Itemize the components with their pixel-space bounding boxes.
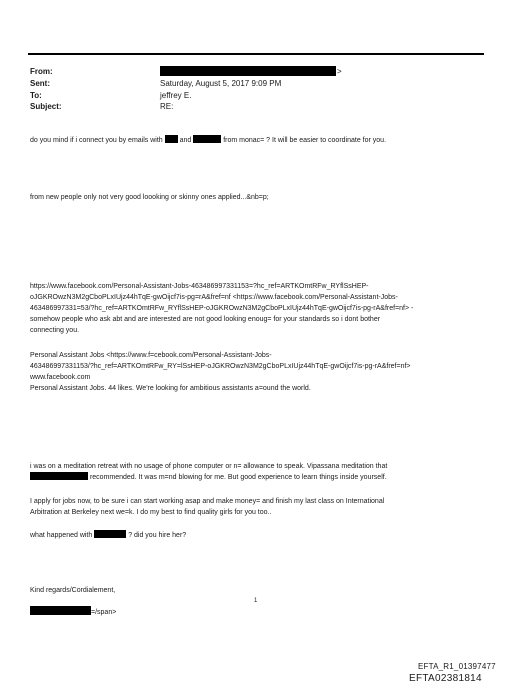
redacted-name [193,135,221,143]
to-label: To: [30,91,42,100]
subject-label: Subject: [30,102,62,111]
paragraph-1 [30,135,386,146]
span-tag-text: =/span> [91,609,117,616]
paragraph-5-line-1: i was on a meditation retreat with no usage of phone computer or n= allowance to speak. Vipassana meditation that [30,463,388,470]
redacted-name [30,472,88,480]
closing-text: Kind regards/Cordialement, [30,587,116,594]
url-line-1: https://www.facebook.com/Personal-Assistant-Jobs-463486997331153=?hc_ref=ARTKOmtRFw_RYflSsHEP- [30,283,369,290]
from-suffix: > [337,67,342,76]
link-preview-line-1: Personal Assistant Jobs <https://www.f=cebook.com/Personal-Assistant-Jobs- [30,352,272,359]
link-preview-domain: www.facebook.com [30,374,91,381]
paragraph-6-line-2: Arbitration at Berkeley next we=k. I do my best to find quality girls for you too.. [30,509,272,516]
page-number: 1 [254,598,258,604]
paragraph-6-line-1: I apply for jobs now, to be sure i can start working asap and make money= and finish my last class on International [30,498,385,505]
p1-text-c: from monac= ? It will be easier to coordinate for you. [223,137,387,144]
p1-text-a: do you mind if i connect you by emails with [30,137,163,144]
paragraph-3-line-4: somehow people who ask abt and are interested are not good looking enoug= for your standards so i dont bother [30,316,381,323]
subject-value: RE: [160,102,174,111]
sent-label: Sent: [30,79,50,88]
redacted-signature [30,606,91,615]
p1-text-b: and [179,137,192,144]
to-value: jeffrey E. [160,91,192,100]
paragraph-3-line-5: connecting you. [30,327,80,334]
p7-text-a: what happened with [30,532,93,539]
p7-text-b: ? did you hire her? [128,532,187,539]
redacted-name [94,530,126,538]
url-line-3: 463486997331=53/?hc_ref=ARTKOmtRFw_RYflSsHEP-oJGKROwzN3M2gCboPLxIUjz44hTqE-gwOijcf7is-pg-rA&fref=nf> - [30,305,414,312]
sent-value: Saturday, August 5, 2017 9:09 PM [160,79,282,88]
signature-line [30,606,116,618]
redacted-sender [160,66,336,76]
paragraph-7 [30,530,186,541]
url-line-2: oJGKROwzN3M2gCboPLxIUjz44hTqE-gwOijcf7is-pg=rA&fref=nf <https://www.facebook.com/Personal-Assistant-Jobs- [30,294,398,301]
paragraph-5-line-2 [30,472,387,483]
bates-number-1: EFTA_R1_01397477 [418,662,496,671]
p5-line-2-text: recommended. It was m=nd blowing for me. But good experience to learn things inside yourself. [89,474,387,481]
from-label: From: [30,67,53,76]
paragraph-2: from new people only not very good loooking or skinny ones applied...&nb=p; [30,194,269,201]
link-preview-line-2: 463486997331153/?hc_ref=ARTKOmtRFw_RY=lSsHEP-oJGKROwzN3M2gCboPLxIUjz44hTqE-gwOijcf7is-pg-rA&fref=nf> [30,363,411,370]
header-rule [28,53,484,55]
link-preview-description: Personal Assistant Jobs. 44 likes. We're looking for ambitious assistants a=ound the world. [30,385,311,392]
redacted-name [165,135,178,143]
bates-number-2: EFTA02381814 [409,673,482,684]
